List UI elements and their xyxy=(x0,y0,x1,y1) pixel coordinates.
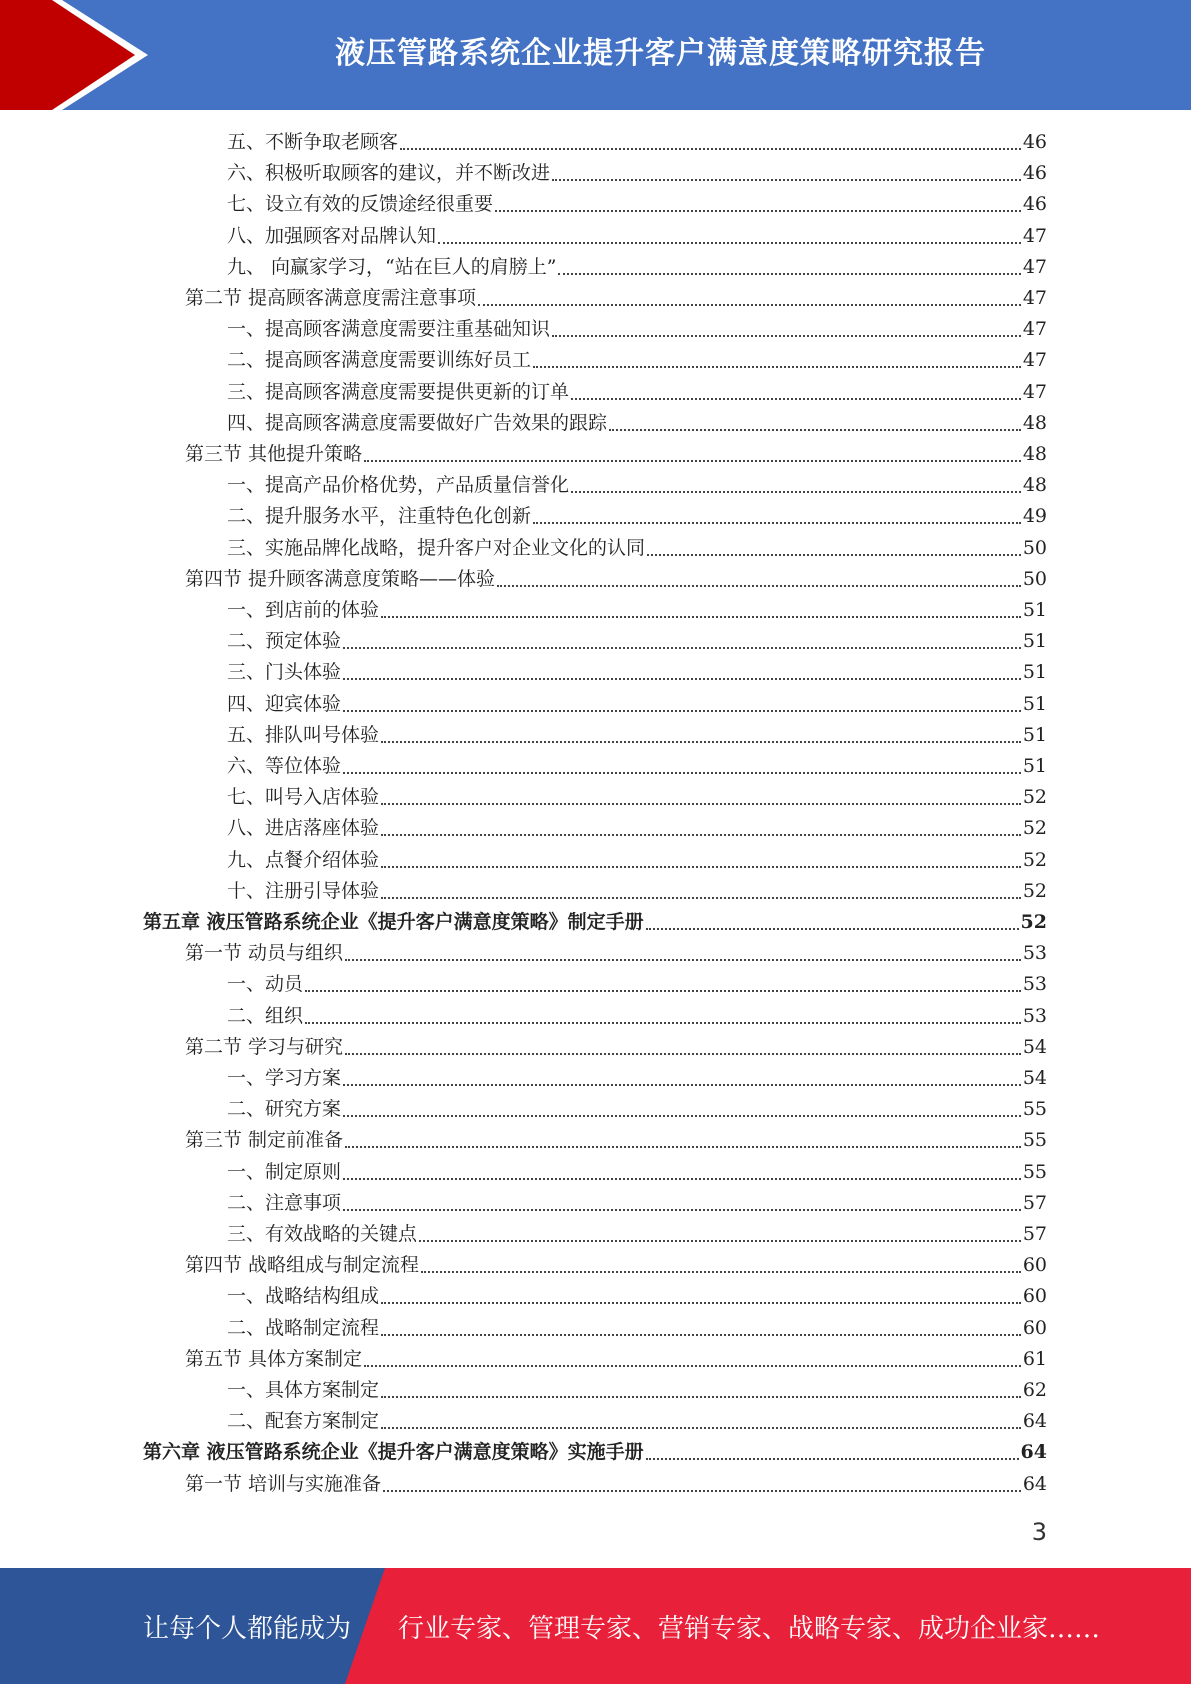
toc-label: 一、动员 xyxy=(227,973,304,996)
toc-page-number: 61 xyxy=(1022,1347,1047,1370)
toc-label: 一、提高顾客满意度需要注重基础知识 xyxy=(227,318,551,341)
toc-leader-dots xyxy=(571,398,1021,400)
toc-page-number: 60 xyxy=(1022,1254,1047,1277)
toc-label: 七、设立有效的反馈途经很重要 xyxy=(227,193,494,216)
toc-section[interactable] xyxy=(185,1344,1047,1375)
toc-page-number: 55 xyxy=(1022,1160,1047,1183)
toc-label: 六、等位体验 xyxy=(227,755,342,777)
toc-page-number: 51 xyxy=(1022,723,1047,746)
toc-item[interactable] xyxy=(227,720,1047,751)
toc-page-number: 47 xyxy=(1022,349,1047,372)
toc-item[interactable] xyxy=(227,1281,1047,1312)
toc-leader-dots xyxy=(345,959,1021,961)
toc-page-number: 64 xyxy=(1022,1410,1047,1433)
toc-leader-dots xyxy=(381,741,1021,743)
toc-section[interactable] xyxy=(185,1250,1047,1281)
toc-page-number: 52 xyxy=(1022,848,1047,871)
toc-item[interactable] xyxy=(227,1406,1047,1437)
toc-page-number: 49 xyxy=(1022,505,1047,528)
toc-leader-dots xyxy=(381,834,1021,836)
toc-page-number: 51 xyxy=(1022,692,1047,715)
toc-label: 第一节 培训与实施准备 xyxy=(185,1472,382,1495)
toc-page-number: 53 xyxy=(1022,1004,1047,1027)
toc-label: 二、提高顾客满意度需要训练好员工 xyxy=(227,349,532,372)
toc-leader-dots xyxy=(383,1490,1021,1492)
toc-item[interactable] xyxy=(227,751,1047,782)
toc-leader-dots xyxy=(364,460,1021,462)
toc-label: 五、排队叫号体验 xyxy=(227,723,380,746)
toc-leader-dots xyxy=(438,242,1021,244)
toc-item[interactable] xyxy=(227,1157,1047,1188)
toc-page-number: 48 xyxy=(1022,474,1047,497)
toc-label: 一、制定原则 xyxy=(227,1160,342,1183)
toc-label: 第六章 液压管路系统企业《提升客户满意度策略》实施手册 xyxy=(143,1441,644,1464)
toc-section[interactable] xyxy=(185,938,1047,969)
toc-leader-dots xyxy=(381,803,1021,805)
toc-label: 第三节 其他提升策略 xyxy=(185,443,363,465)
toc-page-number: 62 xyxy=(1022,1379,1047,1401)
toc-label: 八、进店落座体验 xyxy=(227,817,380,840)
toc-item[interactable] xyxy=(227,408,1047,439)
toc-label: 三、实施品牌化战略，提升客户对企业文化的认同 xyxy=(227,536,646,559)
toc-page-number: 51 xyxy=(1022,661,1047,684)
toc-leader-dots xyxy=(343,678,1021,680)
toc-leader-dots xyxy=(558,273,1020,275)
toc-page-number: 52 xyxy=(1022,879,1047,902)
toc-label: 七、叫号入店体验 xyxy=(227,786,380,809)
toc-label: 十、注册引导体验 xyxy=(227,879,380,902)
toc-section[interactable] xyxy=(185,439,1047,470)
toc-page-number: 55 xyxy=(1022,1129,1047,1152)
toc-leader-dots xyxy=(421,1271,1021,1273)
toc-page-number: 52 xyxy=(1022,786,1047,809)
toc-page-number: 46 xyxy=(1022,193,1047,216)
page-number: 3 xyxy=(1031,1518,1047,1546)
toc-item[interactable] xyxy=(227,1094,1047,1125)
toc-page-number: 48 xyxy=(1022,443,1047,465)
toc-leader-dots xyxy=(609,429,1021,431)
toc-item[interactable] xyxy=(227,595,1047,626)
toc-leader-dots xyxy=(381,1396,1021,1398)
toc-leader-dots xyxy=(381,1302,1021,1304)
toc-item[interactable] xyxy=(227,470,1047,501)
toc-leader-dots xyxy=(345,1053,1021,1055)
toc-page-number: 47 xyxy=(1022,318,1047,341)
toc-label: 二、研究方案 xyxy=(227,1098,342,1121)
toc-leader-dots xyxy=(381,1427,1021,1429)
toc-page-number: 64 xyxy=(1022,1472,1047,1495)
toc-section[interactable] xyxy=(185,564,1047,595)
toc-leader-dots xyxy=(343,647,1021,649)
toc-leader-dots xyxy=(305,990,1021,992)
toc-label: 第四节 战略组成与制定流程 xyxy=(185,1254,420,1277)
toc-label: 二、组织 xyxy=(227,1004,304,1027)
toc-leader-dots xyxy=(345,1146,1021,1148)
toc-page-number: 50 xyxy=(1022,567,1047,590)
toc-page-number: 47 xyxy=(1022,380,1047,403)
toc-item[interactable] xyxy=(227,1188,1047,1219)
toc-item[interactable] xyxy=(227,314,1047,345)
toc-item[interactable] xyxy=(227,345,1047,376)
toc-label: 三、有效战略的关键点 xyxy=(227,1223,418,1245)
toc-leader-dots xyxy=(497,585,1021,587)
toc-label: 一、具体方案制定 xyxy=(227,1379,380,1401)
toc-item[interactable] xyxy=(227,1219,1047,1250)
toc-leader-dots xyxy=(495,210,1021,212)
toc-chapter[interactable] xyxy=(143,1437,1047,1468)
toc-label: 三、门头体验 xyxy=(227,661,342,684)
toc-page-number: 51 xyxy=(1022,599,1047,621)
toc-label: 二、配套方案制定 xyxy=(227,1410,380,1433)
toc-label: 第二节 提高顾客满意度需注意事项 xyxy=(185,287,477,309)
toc-leader-dots xyxy=(400,148,1021,150)
page-header xyxy=(0,0,1191,110)
toc-item[interactable] xyxy=(227,1001,1047,1032)
toc-item[interactable] xyxy=(227,1063,1047,1094)
toc-page-number: 53 xyxy=(1022,973,1047,996)
toc-leader-dots xyxy=(381,616,1021,618)
toc-leader-dots xyxy=(533,522,1021,524)
toc-label: 二、预定体验 xyxy=(227,630,342,653)
toc-page-number: 47 xyxy=(1022,287,1047,309)
toc-label: 八、加强顾客对品牌认知 xyxy=(227,224,437,247)
toc-label: 四、提高顾客满意度需要做好广告效果的跟踪 xyxy=(227,411,608,434)
toc-item[interactable] xyxy=(227,252,1047,283)
toc-label: 一、战略结构组成 xyxy=(227,1285,380,1308)
toc-leader-dots xyxy=(381,866,1021,868)
toc-item[interactable] xyxy=(227,127,1047,158)
toc-leader-dots xyxy=(478,304,1021,306)
toc-leader-dots xyxy=(343,1209,1021,1211)
toc-item[interactable] xyxy=(227,533,1047,564)
toc-leader-dots xyxy=(552,179,1021,181)
header-arrow-icon xyxy=(0,0,160,110)
toc-item[interactable] xyxy=(227,657,1047,688)
toc-item[interactable] xyxy=(227,377,1047,408)
toc-label: 二、注意事项 xyxy=(227,1191,342,1214)
toc-page-number: 52 xyxy=(1020,911,1047,933)
toc-label: 第一节 动员与组织 xyxy=(185,942,344,965)
toc-leader-dots xyxy=(533,366,1021,368)
toc-item[interactable] xyxy=(227,782,1047,813)
toc-leader-dots xyxy=(646,1458,1019,1460)
toc-item[interactable] xyxy=(227,689,1047,720)
toc-label: 二、提升服务水平，注重特色化创新 xyxy=(227,505,532,528)
toc-section[interactable] xyxy=(185,1032,1047,1063)
toc-page-number: 51 xyxy=(1022,630,1047,653)
toc-leader-dots xyxy=(343,1178,1021,1180)
toc-page-number: 57 xyxy=(1022,1191,1047,1214)
toc-page-number: 54 xyxy=(1022,1035,1047,1058)
toc-page-number: 46 xyxy=(1022,162,1047,185)
toc-item[interactable] xyxy=(227,501,1047,532)
toc-item[interactable] xyxy=(227,969,1047,1000)
toc-leader-dots xyxy=(343,710,1021,712)
toc-label: 第三节 制定前准备 xyxy=(185,1129,344,1152)
toc-item[interactable] xyxy=(227,813,1047,844)
toc-label: 第五节 具体方案制定 xyxy=(185,1347,363,1370)
toc-label: 第四节 提升顾客满意度策略——体验 xyxy=(185,567,496,590)
toc-item[interactable] xyxy=(227,626,1047,657)
toc-item[interactable] xyxy=(227,189,1047,220)
toc-leader-dots xyxy=(305,1022,1021,1024)
toc-page-number: 60 xyxy=(1022,1316,1047,1339)
toc-label: 第五章 液压管路系统企业《提升客户满意度策略》制定手册 xyxy=(143,911,644,933)
toc-label: 二、战略制定流程 xyxy=(227,1316,380,1339)
page-footer xyxy=(0,1568,1191,1684)
toc-label: 一、提高产品价格优势，产品质量信誉化 xyxy=(227,474,570,497)
toc-page-number: 57 xyxy=(1022,1223,1047,1245)
toc-item[interactable] xyxy=(227,221,1047,252)
toc-page-number: 51 xyxy=(1022,755,1047,777)
toc-label: 六、积极听取顾客的建议，并不断改进 xyxy=(227,162,551,185)
toc-label: 四、迎宾体验 xyxy=(227,692,342,715)
toc-leader-dots xyxy=(647,554,1021,556)
toc-page-number: 46 xyxy=(1022,131,1047,153)
toc-item[interactable] xyxy=(227,845,1047,876)
footer-slogan-right: 行业专家、管理专家、营销专家、战略专家、成功企业家…… xyxy=(398,1613,1101,1644)
toc-label: 一、到店前的体验 xyxy=(227,599,380,621)
toc-page-number: 47 xyxy=(1022,224,1047,247)
toc-label: 五、不断争取老顾客 xyxy=(227,131,399,153)
footer-slogan-left: 让每个人都能成为 xyxy=(143,1613,352,1644)
toc-page-number: 53 xyxy=(1022,942,1047,965)
toc-page-number: 50 xyxy=(1022,536,1047,559)
toc-page-number: 64 xyxy=(1020,1441,1047,1464)
toc-leader-dots xyxy=(343,1115,1021,1117)
toc-page-number: 60 xyxy=(1022,1285,1047,1308)
toc-section[interactable] xyxy=(185,1469,1047,1500)
toc-label: 第二节 学习与研究 xyxy=(185,1035,344,1058)
toc-leader-dots xyxy=(552,335,1021,337)
toc-page-number: 55 xyxy=(1022,1098,1047,1121)
toc-leader-dots xyxy=(364,1365,1021,1367)
toc-leader-dots xyxy=(343,1084,1021,1086)
toc-page-number: 47 xyxy=(1022,255,1047,278)
toc-leader-dots xyxy=(419,1240,1021,1242)
toc-chapter[interactable] xyxy=(143,907,1047,938)
toc-item[interactable] xyxy=(227,158,1047,189)
toc-section[interactable] xyxy=(185,283,1047,314)
toc-leader-dots xyxy=(571,491,1021,493)
toc-label: 九、 向赢家学习，“站在巨人的肩膀上” xyxy=(227,255,557,278)
toc-section[interactable] xyxy=(185,1125,1047,1156)
toc-label: 九、点餐介绍体验 xyxy=(227,848,380,871)
toc-item[interactable] xyxy=(227,876,1047,907)
toc-leader-dots xyxy=(381,1334,1021,1336)
toc-leader-dots xyxy=(646,928,1019,930)
toc-label: 一、学习方案 xyxy=(227,1067,342,1089)
toc-leader-dots xyxy=(381,897,1021,899)
toc-item[interactable] xyxy=(227,1313,1047,1344)
header-title: 液压管路系统企业提升客户满意度策略研究报告 xyxy=(335,36,986,71)
toc-label: 三、提高顾客满意度需要提供更新的订单 xyxy=(227,380,570,403)
toc-leader-dots xyxy=(343,772,1021,774)
toc-item[interactable] xyxy=(227,1375,1047,1406)
toc-page-number: 54 xyxy=(1022,1067,1047,1089)
toc-page-number: 48 xyxy=(1022,411,1047,434)
toc-page-number: 52 xyxy=(1022,817,1047,840)
